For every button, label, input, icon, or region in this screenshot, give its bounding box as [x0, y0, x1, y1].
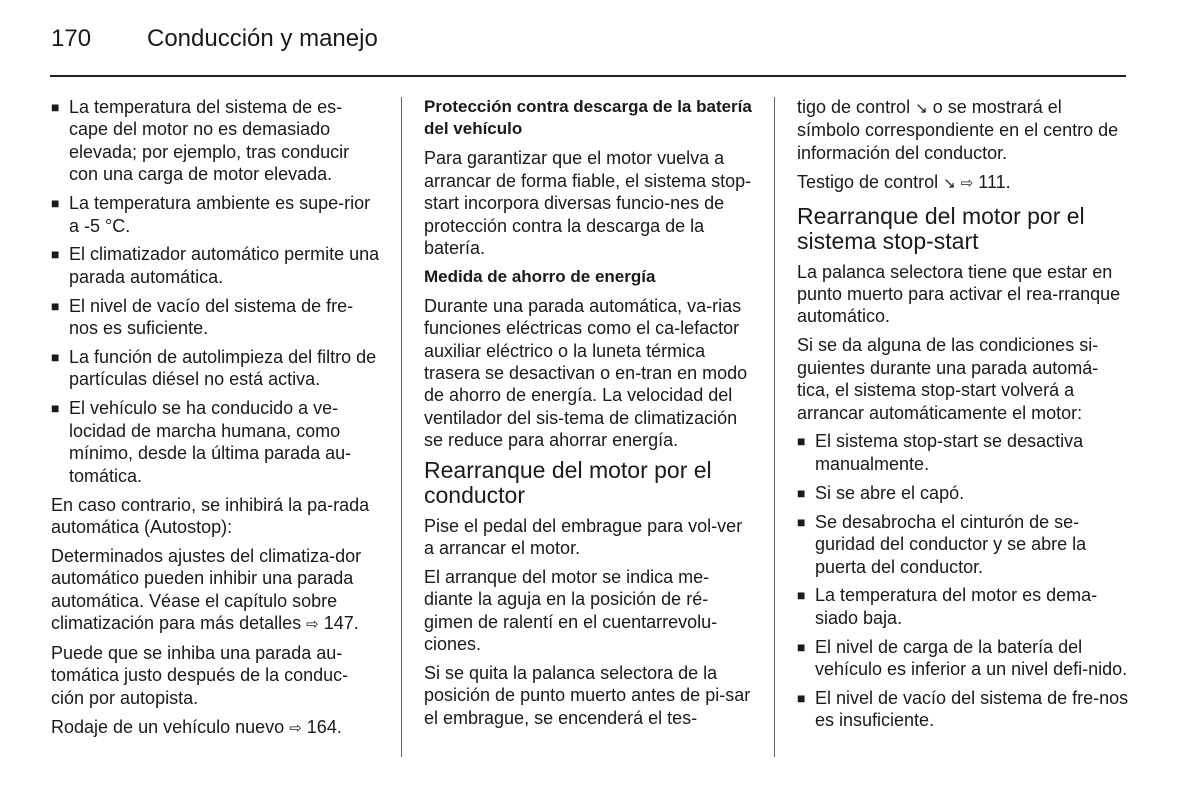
subheading: Medida de ahorro de energía	[424, 266, 656, 286]
bullet-icon: ■	[797, 638, 806, 655]
paragraph: La palanca selectora tiene que estar en punto muerto para activar el rea-rranque automático.	[797, 261, 1121, 327]
list-item: ■ La temperatura ambiente es supe-rior a -5 °C.	[51, 193, 371, 236]
stop-start-lamp-icon: ↘	[943, 173, 956, 192]
bullet-icon: ■	[51, 99, 60, 115]
page-reference-link[interactable]: 111.	[978, 171, 1011, 192]
bullet-icon: ■	[51, 297, 60, 314]
list-item: ■ El nivel de carga de la batería del vehículo es inferior a un nivel defi-nido.	[797, 636, 1128, 680]
column-2	[424, 96, 754, 736]
paragraph: Testigo de control ↘ ⇨ 111.	[797, 171, 1011, 192]
paragraph: Rodaje de un vehículo nuevo ⇨ 164.	[51, 716, 342, 737]
condition-list	[51, 96, 381, 487]
list-item: ■ Se desabrocha el cinturón de se-guridad del conductor y se abre la puerta del conductor.	[797, 511, 1087, 577]
list-item: ■ El nivel de vacío del sistema de fre-nos es insuficiente.	[797, 688, 1129, 731]
restart-condition-list	[797, 430, 1129, 731]
column-divider-2	[774, 97, 775, 757]
bullet-icon: ■	[51, 246, 60, 263]
bullet-icon: ■	[51, 195, 60, 212]
list-item: ■ La temperatura del sistema de es-cape del motor no es demasiado elevada; por ejemplo, tras conducir con una carga de motor elevada.	[51, 97, 350, 185]
list-item: ■ La temperatura del motor es dema-siado baja.	[797, 585, 1098, 628]
reference-arrow-icon: ⇨	[960, 173, 974, 192]
bullet-icon: ■	[797, 690, 806, 707]
section-heading: Rearranque del motor por el sistema stop-start	[797, 203, 1085, 255]
column-divider-1	[401, 97, 402, 757]
column-1	[51, 96, 381, 746]
reference-arrow-icon: ⇨	[306, 615, 319, 634]
column-3	[797, 96, 1129, 738]
bullet-icon: ■	[797, 433, 806, 450]
paragraph: Durante una parada automática, va-rias funciones eléctricas como el ca-lefactor auxiliar eléctrico o la luneta térmica trasera se desactivan o en-tran en modo de ahorro de energía. La velocidad del ventilador del sis-tema de climatización se reduce para ahorrar energía.	[424, 295, 748, 451]
paragraph: Si se da alguna de las condiciones si-guientes durante una parada automá-tica, el sistema stop-start volverá a arrancar automáticamente el motor:	[797, 335, 1099, 423]
bullet-icon: ■	[797, 484, 806, 501]
paragraph: Puede que se inhiba una parada au-tomática justo después de la conduc-ción por autopista.	[51, 642, 349, 708]
paragraph: Determinados ajustes del climatiza-dor automático pueden inhibir una parada automática. Véase el capítulo sobre climatización para más detalles ⇨ 147.	[51, 545, 362, 634]
subheading: Protección contra descarga de la batería del vehículo	[424, 97, 752, 139]
list-item: ■ El sistema stop-start se desactiva manualmente.	[797, 431, 1084, 474]
paragraph: En caso contrario, se inhibirá la pa-rada automática (Autostop):	[51, 494, 370, 537]
reference-arrow-icon: ⇨	[289, 718, 302, 737]
paragraph: Para garantizar que el motor vuelva a arrancar de forma fiable, el sistema stop-start incorpora diversas funcio-nes de protección contra la descarga de la batería.	[424, 148, 752, 258]
paragraph: tigo de control ↘ o se mostrará el símbolo correspondiente en el centro de información del conductor.	[797, 97, 1119, 163]
paragraph: El arranque del motor se indica me-diante la aguja en la posición de ré-gimen de ralentí en el cuentarrevolu-ciones.	[424, 566, 718, 655]
stop-start-lamp-icon: ↘	[915, 99, 928, 117]
bullet-icon: ■	[51, 349, 60, 366]
section-heading: Rearranque del motor por el conductor	[424, 457, 712, 509]
paragraph: Pise el pedal del embrague para vol-ver a arrancar el motor.	[424, 515, 743, 558]
bullet-icon: ■	[797, 587, 806, 604]
bullet-icon: ■	[797, 513, 806, 530]
page-reference-link[interactable]: 164.	[306, 716, 342, 737]
list-item: ■ El nivel de vacío del sistema de fre-nos es suficiente.	[51, 295, 354, 339]
header-rule	[50, 75, 1126, 77]
page-title: Conducción y manejo	[147, 25, 378, 52]
page-reference-link[interactable]: 147.	[323, 613, 359, 634]
list-item: ■ El vehículo se ha conducido a ve-locidad de marcha humana, como mínimo, desde la última parada au-tomática.	[51, 398, 352, 486]
list-item: ■ La función de autolimpieza del filtro de partículas diésel no está activa.	[51, 347, 377, 390]
page-number: 170	[51, 25, 92, 52]
list-item: ■ Si se abre el capó.	[797, 482, 965, 503]
paragraph: Si se quita la palanca selectora de la posición de punto muerto antes de pi-sar el embrague, se encenderá el tes-	[424, 663, 751, 728]
bullet-icon: ■	[51, 400, 60, 417]
list-item: ■ El climatizador automático permite una parada automática.	[51, 244, 380, 287]
